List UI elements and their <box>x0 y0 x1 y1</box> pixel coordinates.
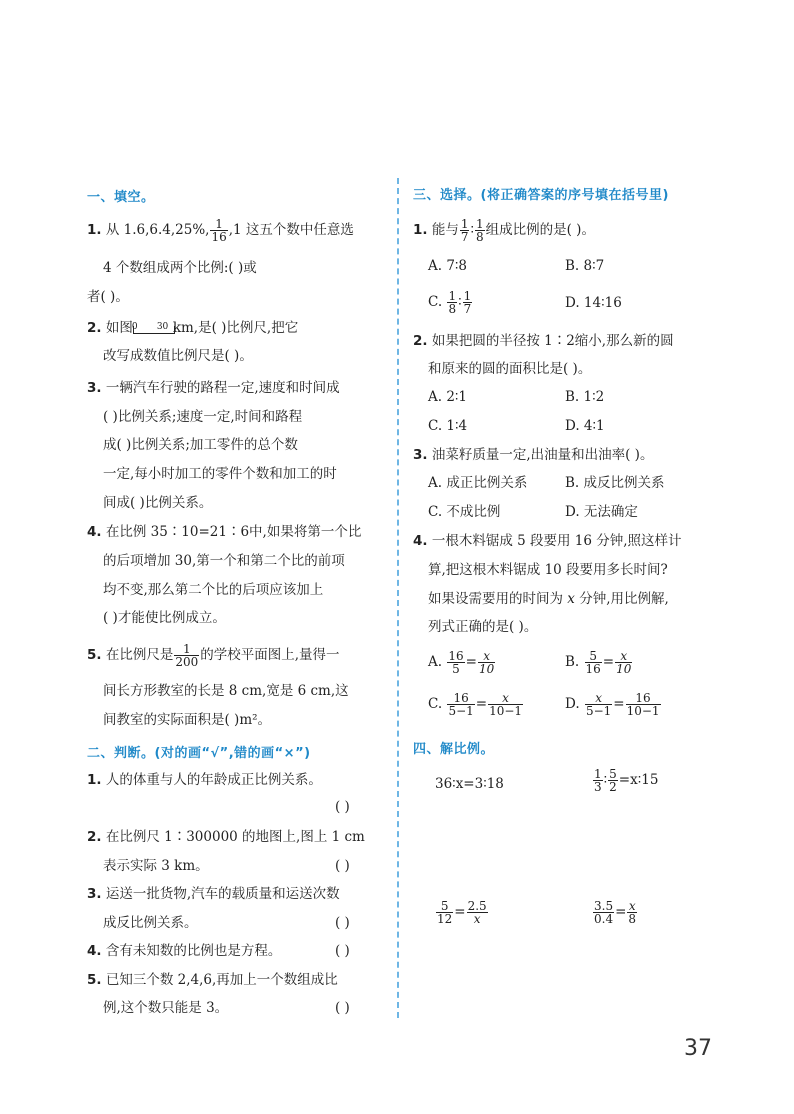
judge-q5-answer-paren: ( ) <box>335 1000 350 1016</box>
choice-q4-line2: 算,把这根木料锯成 10 段要用多长时间? <box>428 562 668 578</box>
section-choice-heading: 三、选择。(将正确答案的序号填在括号里) <box>413 188 669 203</box>
section-fill-heading: 一、填空。 <box>87 190 155 205</box>
choice-q4-line1: 4. 一根木料锯成 5 段要用 16 分钟,照这样计 <box>413 533 682 549</box>
choice-q3-line1: 3. 油菜籽质量一定,出油量和出油率( )。 <box>413 447 654 463</box>
choice-q4-option-a: A. $\frac{16}{5}$ = $\frac{x}{10}$ <box>428 649 495 676</box>
fraction: $\frac{1}{7}$ <box>460 217 469 244</box>
q-number: 2. <box>87 320 102 336</box>
fill-q3-line2: ( )比例关系;速度一定,时间和路程 <box>103 409 303 425</box>
judge-q1-answer-paren: ( ) <box>335 799 350 815</box>
section-solve-heading: 四、解比例。 <box>413 742 495 757</box>
choice-q1-option-b: B. 8∶7 <box>565 258 605 274</box>
fill-q1-line1 <box>87 218 354 243</box>
judge-q4-answer-paren: ( ) <box>335 943 350 959</box>
choice-q4-option-c: C. $\frac{16}{5-1}$ = $\frac{x}{10-1}$ <box>428 691 523 718</box>
choice-q1-option-c: C. $\frac{1}{8}$ ∶ $\frac{1}{7}$ <box>428 289 472 316</box>
scale-ruler: 0 30 <box>133 322 173 336</box>
judge-q3-line2: 成反比例关系。 <box>103 915 198 931</box>
fill-q3-line4: 一定,每小时加工的零件个数和加工的时 <box>103 466 337 482</box>
fill-q4-line3: 均不变,那么第二个比的后项应该加上 <box>103 582 324 598</box>
fill-q5-line3: 间教室的实际面积是( )m²。 <box>103 712 272 728</box>
page-number: 37 <box>684 1036 712 1061</box>
fill-q3-line5: 间成( )比例关系。 <box>103 495 213 511</box>
choice-q4-line4: 列式正确的是( )。 <box>428 619 538 635</box>
judge-q1-line1: 1. 人的体重与人的年龄成正比例关系。 <box>87 772 322 788</box>
solve-equation-4: $\frac{3.5}{0.4}$ = $\frac{x}{8}$ <box>594 899 637 926</box>
choice-q1-option-d: D. 14∶16 <box>565 295 622 311</box>
choice-q4-line3: 如果设需要用的时间为 x 分钟,用比例解, <box>428 591 669 607</box>
solve-equation-3: $\frac{5}{12}$ = $\frac{2.5}{x}$ <box>437 899 487 926</box>
choice-q4-option-d: D. $\frac{x}{5-1}$ = $\frac{16}{10-1}$ <box>565 691 660 718</box>
choice-q2-option-c: C. 1∶4 <box>428 418 468 434</box>
judge-q3-line1: 3. 运送一批货物,汽车的载质量和运送次数 <box>87 886 340 902</box>
fill-q3-line3: 成( )比例关系;加工零件的总个数 <box>103 437 298 453</box>
choice-q1-option-a: A. 7∶8 <box>428 258 468 274</box>
fill-q4-line1: 4. 在比例 35∶10=21∶6中,如果将第一个比 <box>87 524 362 540</box>
q-number: 1. <box>87 222 102 238</box>
fill-q4-line4: ( )才能使比例成立。 <box>103 610 226 626</box>
solve-equation-1: 36∶x=3∶18 <box>435 776 504 792</box>
choice-q2-option-b: B. 1∶2 <box>565 389 605 405</box>
fill-q2-line2: 改写成数值比例尺是( )。 <box>103 348 253 364</box>
judge-q2-answer-paren: ( ) <box>335 858 350 874</box>
fill-q1-line3: 者( )。 <box>87 289 129 305</box>
choice-q3-option-c: C. 不成比例 <box>428 504 501 520</box>
judge-q2-line2: 表示实际 3 km。 <box>103 858 209 874</box>
q-text: 从 1.6,6.4,25%, <box>105 222 210 238</box>
choice-q3-option-d: D. 无法确定 <box>565 504 638 520</box>
fill-q5-line1: 5. 在比例尺是 $\frac{1}{200}$ 的学校平面图上,量得一 <box>87 642 340 669</box>
q-text: ,1 这五个数中任意选 <box>228 222 354 238</box>
column-divider <box>397 178 399 1018</box>
q-text: km,是( )比例尺,把它 <box>172 320 299 336</box>
choice-q3-option-b: B. 成反比例关系 <box>565 475 665 491</box>
choice-q2-line2: 和原来的圆的面积比是( )。 <box>428 361 592 377</box>
choice-q4-option-b: B. $\frac{5}{16}$ = $\frac{x}{10}$ <box>565 649 632 676</box>
fill-q4-line2: 的后项增加 30,第一个和第二个比的前项 <box>103 553 345 569</box>
fill-q2-line1 <box>87 318 298 338</box>
q-text: 如图 <box>105 320 133 336</box>
choice-q3-option-a: A. 成正比例关系 <box>428 475 528 491</box>
choice-q2-option-a: A. 2∶1 <box>428 389 468 405</box>
fraction: $\frac{1}{8}$ <box>475 217 484 244</box>
section-judge-heading: 二、判断。(对的画“√”,错的画“×”) <box>87 746 311 761</box>
fill-q1-line2: 4 个数组成两个比例:( )或 <box>103 260 257 276</box>
choice-q1-line1: 1. 能与 $\frac{1}{7}$ ∶ $\frac{1}{8}$ 组成比例的是( )。 <box>413 217 595 244</box>
judge-q4-line1: 4. 含有未知数的比例也是方程。 <box>87 943 282 959</box>
fill-q5-line2: 间长方形教室的长是 8 cm,宽是 6 cm,这 <box>103 683 349 699</box>
choice-q2-line1: 2. 如果把圆的半径按 1∶2缩小,那么新的圆 <box>413 333 674 349</box>
judge-q5-line1: 5. 已知三个数 2,4,6,再加上一个数组成比 <box>87 972 338 988</box>
fraction: $\frac{1}{200}$ <box>175 642 199 669</box>
solve-equation-2: $\frac{1}{3}$ ∶ $\frac{5}{2}$ =x∶15 <box>594 767 659 794</box>
fill-q3-line1: 3. 一辆汽车行驶的路程一定,速度和时间成 <box>87 380 340 396</box>
fraction: $\frac{1}{16}$ <box>211 217 227 244</box>
judge-q3-answer-paren: ( ) <box>335 915 350 931</box>
judge-q2-line1: 2. 在比例尺 1∶300000 的地图上,图上 1 cm <box>87 829 365 845</box>
judge-q5-line2: 例,这个数只能是 3。 <box>103 1000 229 1016</box>
choice-q2-option-d: D. 4∶1 <box>565 418 605 434</box>
